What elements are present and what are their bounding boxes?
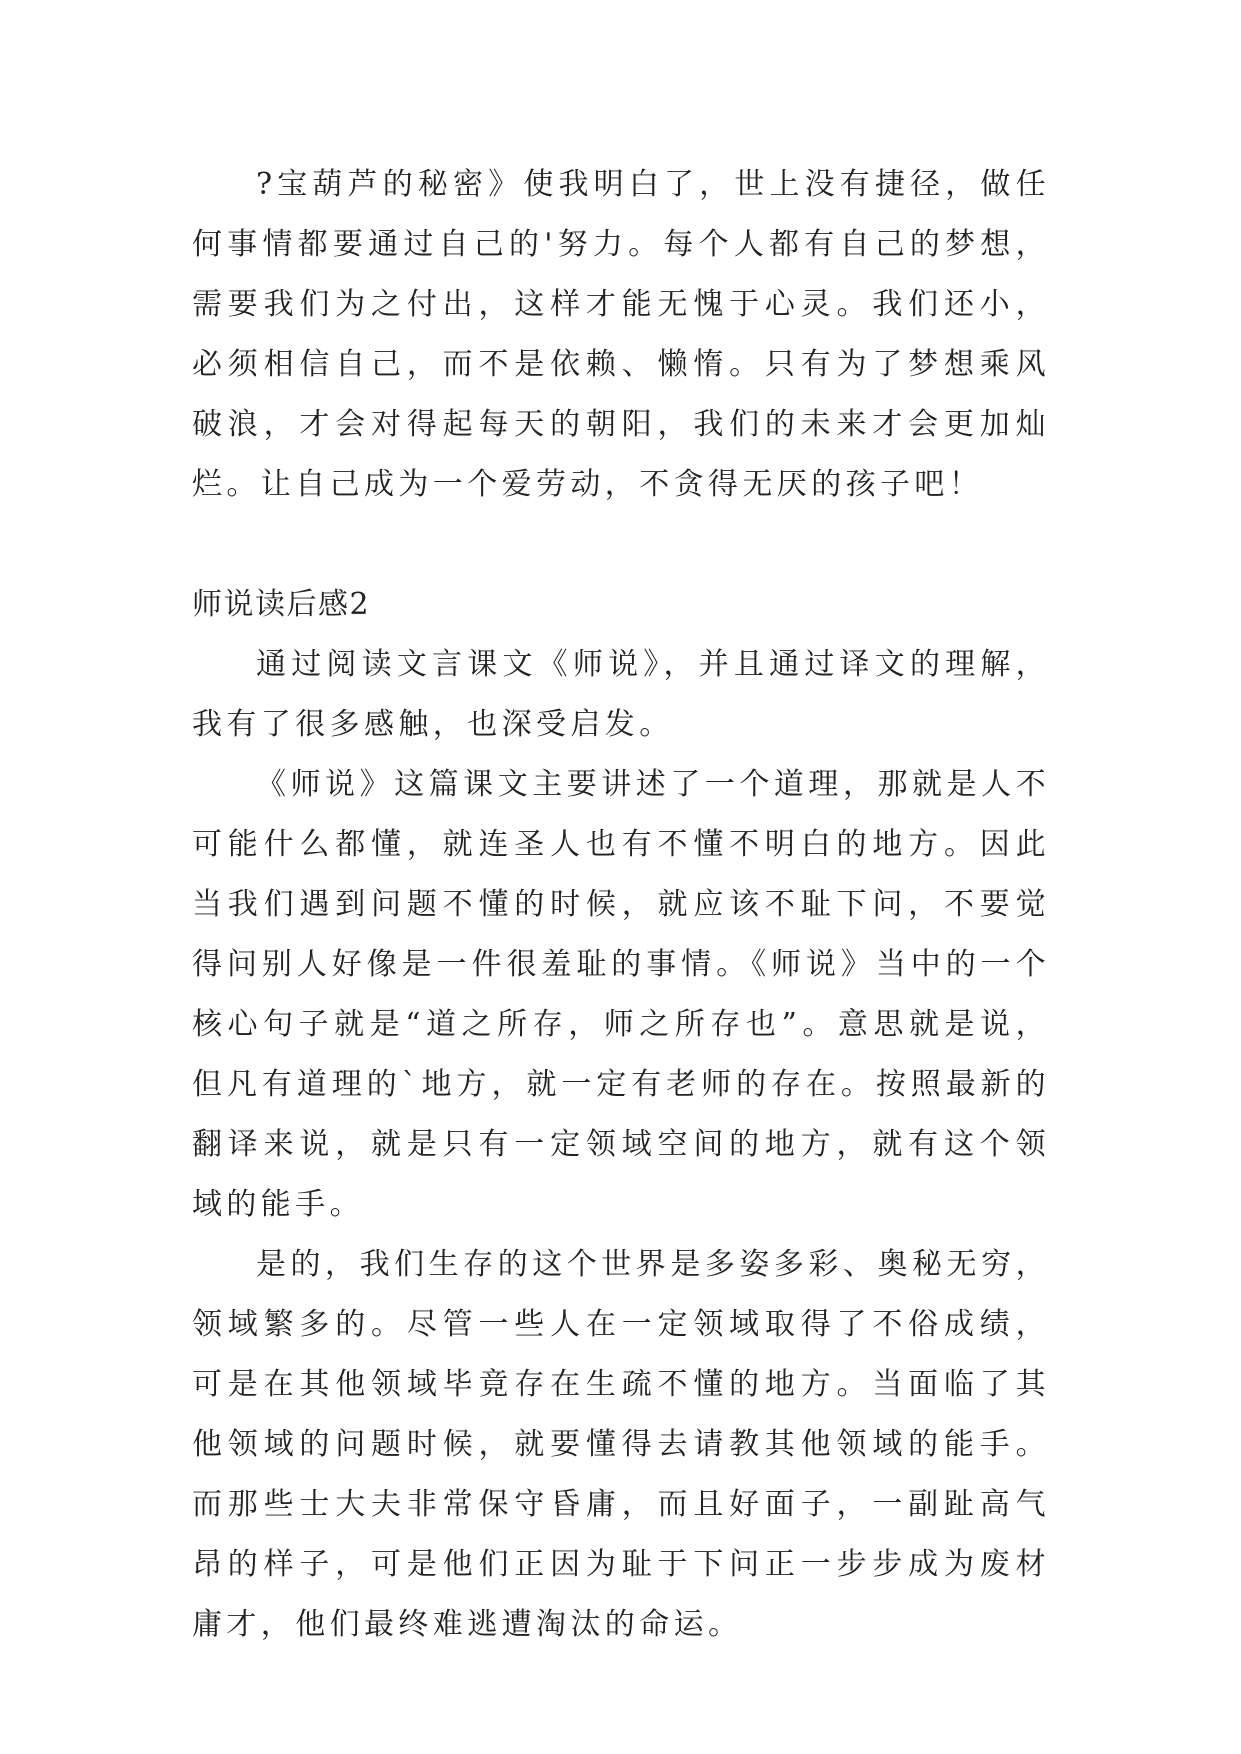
paragraph-conclusion: 是的，我们生存的这个世界是多姿多彩、奥秘无穷，领域繁多的。尽管一些人在一定领域取得了不俗成绩，可是在其他领域毕竟存在生疏不懂的地方。当面临了其他领域的问题时候，就要懂得去请教其他领域的能手。而那些士大夫非常保守昏庸，而且好面子，一副趾高气昂的样子，可是他们正因为耻于下问正一步步成为废材庸才，他们最终难逃遭淘汰的命运。 [192,1247,1050,1642]
section-spacer [192,515,1050,575]
paragraph-intro: 通过阅读文言课文《师说》，并且通过译文的理解，我有了很多感触，也深受启发。 [192,647,1050,742]
document-body [192,155,1050,1655]
section-heading: 师说读后感2 [192,587,371,622]
paragraph-treasure-gourd: ?宝葫芦的秘密》使我明白了，世上没有捷径，做任何事情都要通过自己的'努力。每个人都有自己的梦想，需要我们为之付出，这样才能无愧于心灵。我们还小，必须相信自己，而不是依赖、懒惰。只有为了梦想乘风破浪，才会对得起每天的朝阳，我们的未来才会更加灿烂。让自己成为一个爱劳动，不贪得无厌的孩子吧！ [192,167,1050,502]
paragraph-main-idea: 《师说》这篇课文主要讲述了一个道理，那就是人不可能什么都懂，就连圣人也有不懂不明白的地方。因此当我们遇到问题不懂的时候，就应该不耻下问，不要觉得问别人好像是一件很羞耻的事情。《师说》当中的一个核心句子就是“道之所存，师之所存也”。意思就是说，但凡有道理的`地方，就一定有老师的存在。按照最新的翻译来说，就是只有一定领域空间的地方，就有这个领域的能手。 [192,767,1050,1222]
